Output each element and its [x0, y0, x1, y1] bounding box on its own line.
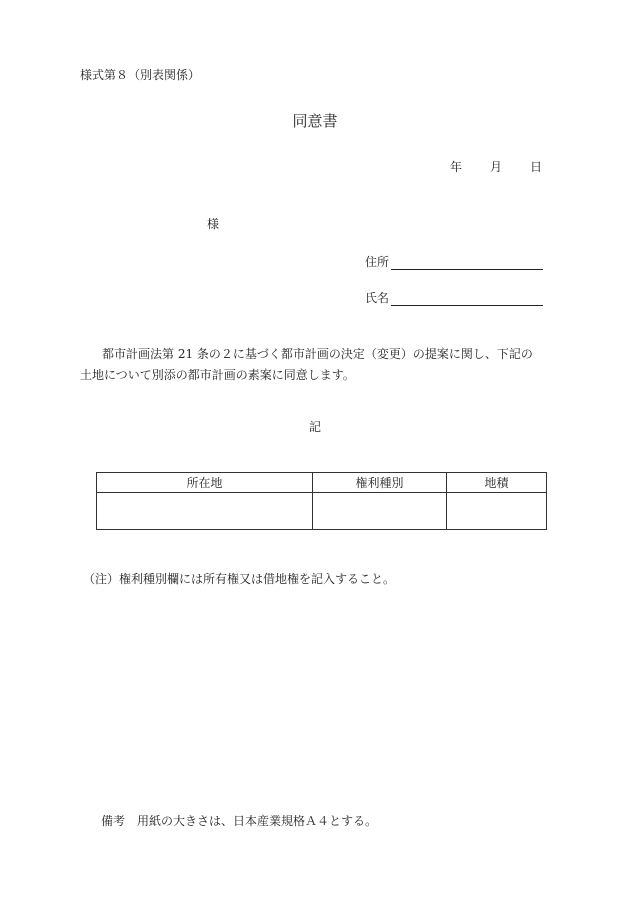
document-title: 同意書 [292, 112, 338, 130]
header-location: 所在地 [97, 473, 313, 493]
date-day-label: 日 [529, 160, 542, 174]
cell-area[interactable] [447, 493, 547, 530]
remarks-text: 備考 用紙の大きさは、日本産業規格Ａ４とする。 [101, 814, 378, 828]
name-line [365, 289, 543, 306]
date-month-label: 月 [489, 160, 502, 174]
table-row [97, 493, 547, 530]
note-text: （注）権利種別欄には所有権又は借地権を記入すること。 [83, 572, 396, 586]
form-number: 様式第８（別表関係） [80, 68, 201, 82]
date-year-label: 年 [449, 160, 462, 174]
name-label: 氏名 [365, 291, 390, 305]
table-header-row [97, 473, 547, 493]
header-right-type: 権利種別 [313, 473, 447, 493]
address-label: 住所 [365, 255, 390, 269]
statement-line-2: 土地について別添の都市計画の素案に同意します。 [80, 368, 355, 382]
address-blank[interactable] [391, 257, 543, 270]
statement-line-1: 都市計画法第 21 条の２に基づく都市計画の決定（変更）の提案に関し、下記の [102, 347, 533, 361]
name-blank[interactable] [391, 293, 543, 306]
cell-location[interactable] [97, 493, 313, 530]
addressee-suffix: 様 [207, 217, 220, 231]
date-line [450, 158, 542, 175]
cell-right-type[interactable] [313, 493, 447, 530]
header-area: 地積 [447, 473, 547, 493]
ki-heading: 記 [308, 420, 321, 434]
address-line [365, 253, 543, 270]
land-table [96, 472, 547, 530]
consent-statement [80, 344, 550, 386]
